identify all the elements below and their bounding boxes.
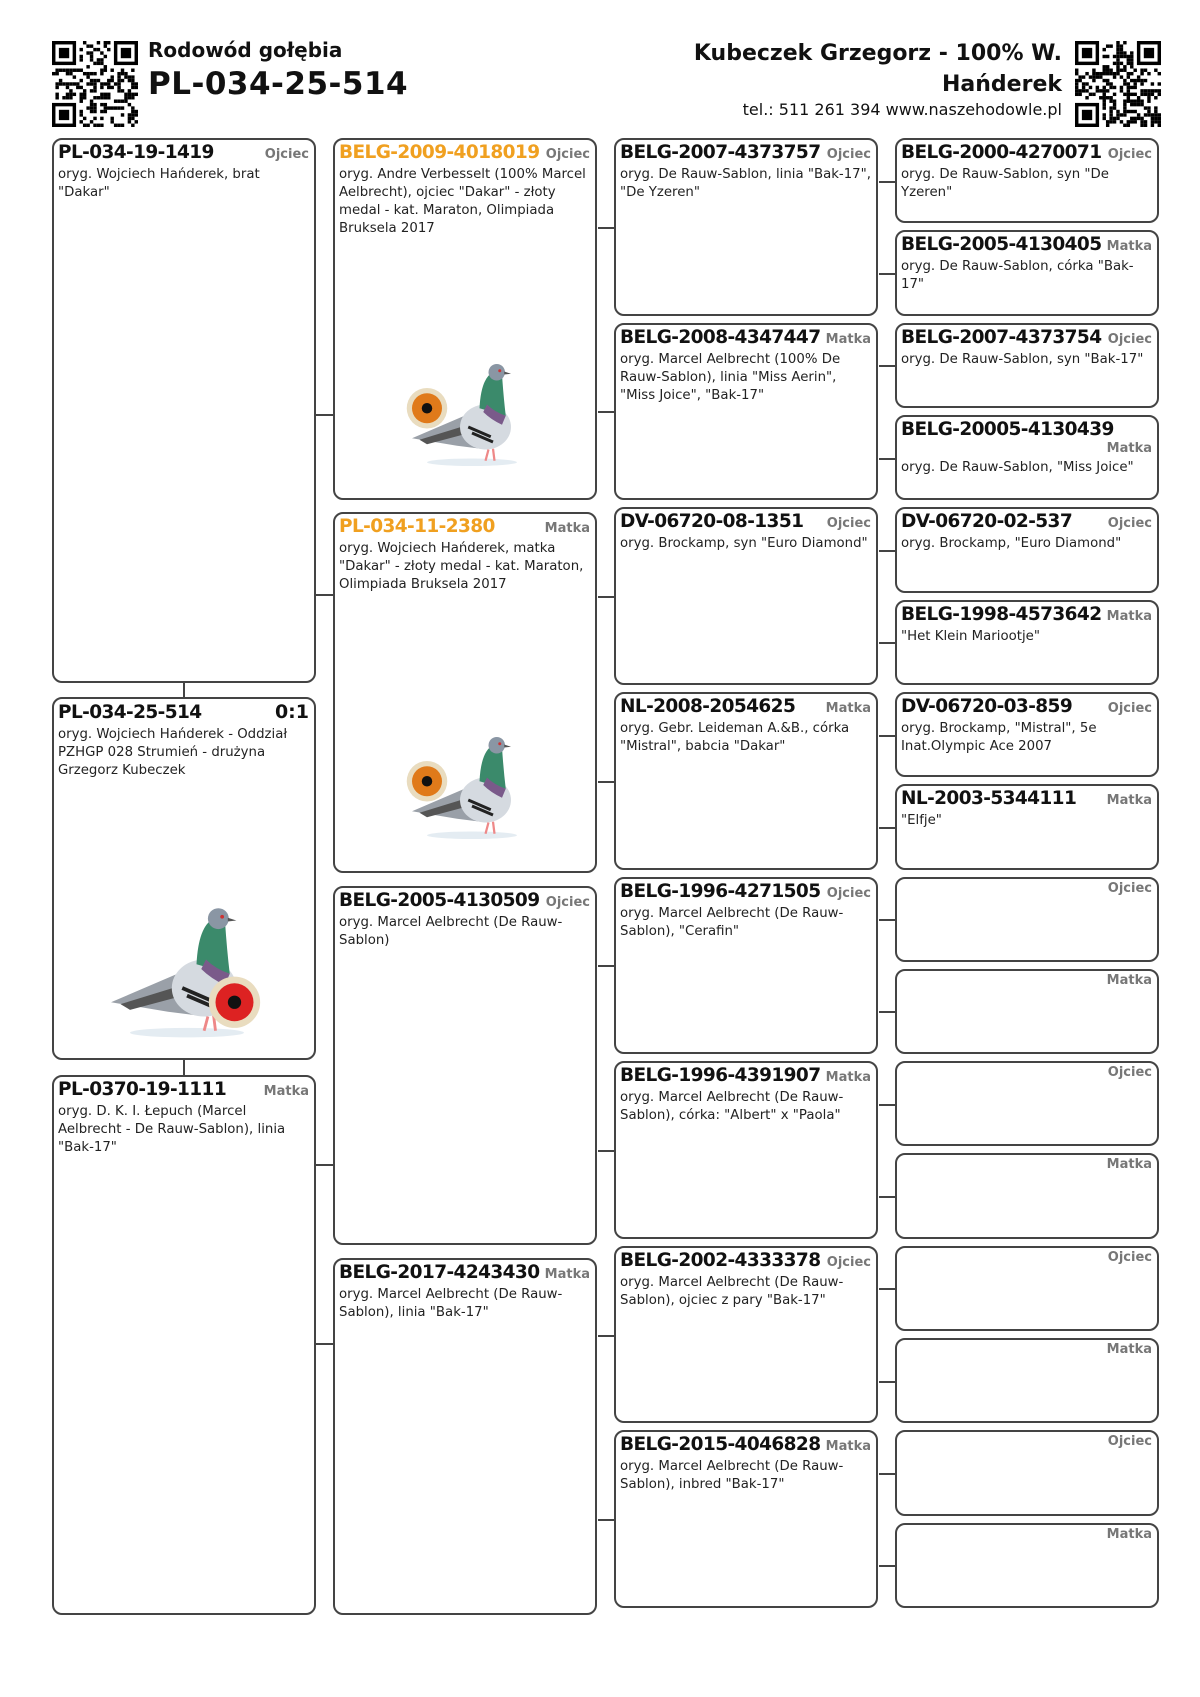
ring-number: PL-034-25-514 [58,702,202,723]
ancestor-card[interactable] [895,784,1159,869]
parent-role-label: Ojciec [826,885,871,901]
connector-line [879,642,895,644]
card-header [897,971,1157,989]
pigeon-description: oryg. De Rauw-Sablon, syn "De Yzeren" [901,167,1109,200]
parent-role-label: Ojciec [1107,147,1152,162]
parent-role-label: Matka [1106,1342,1152,1358]
card-header [335,140,595,164]
pigeon-description: oryg. De Rauw-Sablon, córka "Bak-17" [901,259,1134,293]
parent-role-label: Ojciec [1107,516,1152,532]
connector-line [879,1381,895,1383]
parent-role-label: Matka [1106,440,1152,456]
ancestor-card[interactable] [895,1430,1159,1515]
connector-line [879,458,895,460]
parent-role-label: Matka [1106,972,1152,988]
pigeon-description: oryg. Marcel Aelbrecht (De Rauw-Sablon), inbred "Bak-17" [620,1459,844,1493]
card-header [616,325,876,349]
parent-role-label: Ojciec [1107,331,1152,347]
ring-number: PL-034-11-2380 [339,516,495,537]
ancestor-card[interactable] [895,969,1159,1054]
breeder-contact: tel.: 511 261 394 www.naszehodowle.pl [742,100,1062,119]
pigeon-description: oryg. Andre Verbesselt (100% Marcel Aelbrecht), ojciec "Dakar" - złoty medal - kat. Maraton, Olimpiada Bruksela 2017 [339,167,586,236]
ring-number: PL-0370-19-1111 [58,1079,227,1100]
ancestor-card[interactable] [895,600,1159,685]
pigeon-description: oryg. De Rauw-Sablon, syn "Bak-17" [901,351,1144,367]
parent-role-label: Ojciec [1107,880,1152,896]
pigeon-description: oryg. Marcel Aelbrecht (100% De Rauw-Sablon), linia "Miss Aerin", "Miss Joice", "Bak-17" [620,351,841,403]
parent-role-label: Ojciec [545,895,590,910]
card-header [616,140,876,164]
ring-number: BELG-2015-4046828 [620,1434,821,1456]
card-header [616,509,876,533]
pigeon-photo [397,342,547,482]
pigeon-description: oryg. Marcel Aelbrecht (De Rauw-Sablon) [339,915,563,948]
parent-role-label: Matka [1106,1526,1152,1542]
ancestor-card[interactable] [614,507,878,685]
pigeon-description: oryg. Marcel Aelbrecht (De Rauw-Sablon), linia "Bak-17" [339,1287,563,1320]
card-header [897,602,1157,626]
connector-line [183,683,185,697]
parent-role-label: Ojciec [1107,1434,1152,1450]
pigeon-description: oryg. Marcel Aelbrecht (De Rauw-Sablon), "Cerafin" [620,905,844,939]
parent-role-label: Matka [825,1070,871,1086]
parent-role-label: Ojciec [545,147,590,162]
pigeon-photo [397,715,547,855]
connector-line [598,1335,614,1337]
ancestor-card[interactable] [895,1246,1159,1331]
ancestor-card[interactable] [333,886,597,1245]
connector-line [316,1343,333,1345]
ancestor-card[interactable] [333,1258,597,1615]
ring-number: BELG-2007-4373757 [620,142,821,163]
pigeon-description [897,1081,1157,1083]
ring-number: BELG-2002-4333378 [620,1249,821,1271]
card-header [616,694,876,718]
pigeon-description: oryg. Marcel Aelbrecht (De Rauw-Sablon), ojciec z pary "Bak-17" [620,1274,844,1308]
ancestor-card[interactable] [895,1061,1159,1146]
connector-line [598,965,614,967]
qr-code-left [52,41,138,127]
connector-line [879,919,895,921]
pigeon-description: "Het Klein Mariootje" [901,628,1040,644]
connector-line [879,1196,895,1198]
ancestor-card[interactable] [895,1523,1159,1608]
qr-code-right [1075,41,1161,127]
ancestor-card[interactable] [52,1075,316,1615]
pigeon-photo [92,894,282,1044]
result-score: 0:1 [274,701,309,723]
pigeon-description [897,989,1157,991]
subject-pigeon-card[interactable] [52,697,316,1060]
connector-line [879,365,895,367]
connector-line [879,1565,895,1567]
breeder-name [694,38,1062,100]
card-header [897,1525,1157,1543]
pigeon-description [897,1543,1157,1545]
connector-line [879,1104,895,1106]
breeder-name-line2: Hańderek [942,72,1062,97]
card-header [616,1432,876,1456]
connector-line [598,781,614,783]
ancestor-card[interactable] [895,323,1159,408]
parent-role-label: Matka [544,1267,590,1282]
ring-number: BELG-1998-4573642 [901,603,1102,625]
pigeon-description [897,1173,1157,1175]
card-header [897,325,1157,349]
card-header [335,514,595,538]
parent-role-label: Matka [825,1439,871,1455]
card-header [897,1340,1157,1358]
ancestor-card[interactable] [614,138,878,316]
pigeon-description: oryg. Gebr. Leideman A.&B., córka "Mistral", babcia "Dakar" [620,720,850,754]
card-header [897,694,1157,718]
pigeon-description: oryg. Brockamp, "Euro Diamond" [901,536,1122,552]
ancestor-card[interactable] [895,1338,1159,1423]
connector-line [879,827,895,829]
parent-role-label: Matka [544,521,590,536]
ring-number: BELG-2007-4373754 [901,326,1102,348]
card-header [335,1260,595,1284]
pigeon-description [897,897,1157,899]
connector-line [598,596,614,598]
card-header [897,1155,1157,1173]
pigeon-ring-title: PL-034-25-514 [148,66,409,102]
card-header [897,1248,1157,1266]
pigeon-description [897,1450,1157,1452]
ancestor-card[interactable] [895,692,1159,777]
card-header [616,1248,876,1272]
connector-line [879,735,895,737]
parent-role-label: Matka [825,331,871,347]
ring-number: BELG-2005-4130405 [901,234,1102,256]
ancestor-card[interactable] [52,138,316,683]
connector-line [879,273,895,275]
pigeon-description: oryg. Wojciech Hańderek, matka "Dakar" - złoty medal - kat. Maraton, Olimpiada Bruksela 2017 [339,541,584,592]
card-header [897,509,1157,533]
ring-number: DV-06720-08-1351 [620,511,804,533]
ring-number: PL-034-19-1419 [58,142,214,163]
connector-line [879,550,895,552]
ancestor-card[interactable] [614,692,878,870]
ring-number: BELG-1996-4271505 [620,880,821,902]
parent-role-label: Ojciec [264,147,309,162]
ring-number: DV-06720-02-537 [901,511,1073,533]
card-header [897,786,1157,810]
ancestor-card[interactable] [614,1430,878,1608]
ancestor-card[interactable] [614,877,878,1055]
parent-role-label: Matka [825,700,871,716]
connector-line [598,1150,614,1152]
card-header [897,140,1157,164]
pigeon-description: oryg. Wojciech Hańderek - Oddział PZHGP 028 Strumień - drużyna Grzegorz Kubeczek [58,727,288,778]
parent-role-label: Ojciec [826,516,871,532]
card-header [897,232,1157,256]
pigeon-description: oryg. Wojciech Hańderek, brat "Dakar" [58,167,260,200]
parent-role-label: Matka [1106,1157,1152,1173]
pigeon-description: oryg. Marcel Aelbrecht (De Rauw-Sablon), córka: "Albert" x "Paola" [620,1090,844,1124]
card-header [616,1063,876,1087]
card-header [897,1063,1157,1081]
parent-role-label: Ojciec [1107,700,1152,716]
parent-role-label: Ojciec [1107,1249,1152,1265]
connector-line [879,181,895,183]
ring-number: BELG-2000-4270071 [901,142,1102,163]
connector-line [598,1519,614,1521]
card-header [897,1432,1157,1450]
parent-role-label: Ojciec [1107,1065,1152,1081]
parent-role-label: Matka [263,1084,309,1099]
ring-number: BELG-2008-4347447 [620,326,821,348]
card-header [335,888,595,912]
ancestor-card[interactable] [614,1246,878,1424]
connector-line [316,414,333,416]
ring-number: BELG-20005-4130439 [901,418,1114,440]
connector-line [316,594,333,596]
ring-number: BELG-1996-4391907 [620,1065,821,1087]
connector-line [879,1288,895,1290]
document-subtitle: Rodowód gołębia [148,38,343,62]
connector-line [598,227,614,229]
ancestor-card[interactable] [895,1153,1159,1238]
connector-line [598,411,614,413]
ancestor-card[interactable] [895,230,1159,315]
breeder-name-line1: Kubeczek Grzegorz - 100% W. [693,41,1062,66]
parent-role-label: Ojciec [826,1254,871,1270]
card-header [54,140,314,164]
parent-role-label: Ojciec [826,147,871,162]
connector-line [183,1060,185,1075]
ring-number: BELG-2017-4243430 [339,1262,540,1283]
pigeon-description: oryg. De Rauw-Sablon, "Miss Joice" [901,459,1134,475]
pigeon-description: oryg. Brockamp, syn "Euro Diamond" [620,536,868,552]
ancestor-card[interactable] [614,1061,878,1239]
ring-number: BELG-2005-4130509 [339,890,540,911]
ring-number: DV-06720-03-859 [901,695,1073,717]
ring-number: BELG-2009-4018019 [339,142,540,163]
ancestor-card[interactable] [614,323,878,501]
pigeon-description [897,1358,1157,1360]
pigeon-description: "Elfje" [901,813,942,829]
card-header [897,417,1157,457]
card-header [54,699,314,724]
parent-role-label: Matka [1106,239,1152,255]
ring-number: NL-2008-2054625 [620,695,796,717]
ancestor-card[interactable] [333,512,597,873]
connector-line [879,1473,895,1475]
pigeon-description [897,1266,1157,1268]
pigeon-description: oryg. De Rauw-Sablon, linia "Bak-17", "De Yzeren" [620,167,871,200]
connector-line [316,1164,333,1166]
pigeon-description: oryg. Brockamp, "Mistral", 5e Inat.Olympic Ace 2007 [901,720,1097,754]
connector-line [879,1011,895,1013]
parent-role-label: Matka [1106,793,1152,809]
card-header [616,879,876,903]
pigeon-description: oryg. D. K. I. Łepuch (Marcel Aelbrecht - De Rauw-Sablon), linia "Bak-17" [58,1104,286,1155]
ancestor-card[interactable] [895,138,1159,223]
ancestor-card[interactable] [895,877,1159,962]
card-header [54,1077,314,1101]
parent-role-label: Matka [1106,608,1152,624]
card-header [897,879,1157,897]
ancestor-card[interactable] [895,507,1159,592]
ancestor-card[interactable] [895,415,1159,500]
ancestor-card[interactable] [333,138,597,500]
ring-number: NL-2003-5344111 [901,788,1077,810]
